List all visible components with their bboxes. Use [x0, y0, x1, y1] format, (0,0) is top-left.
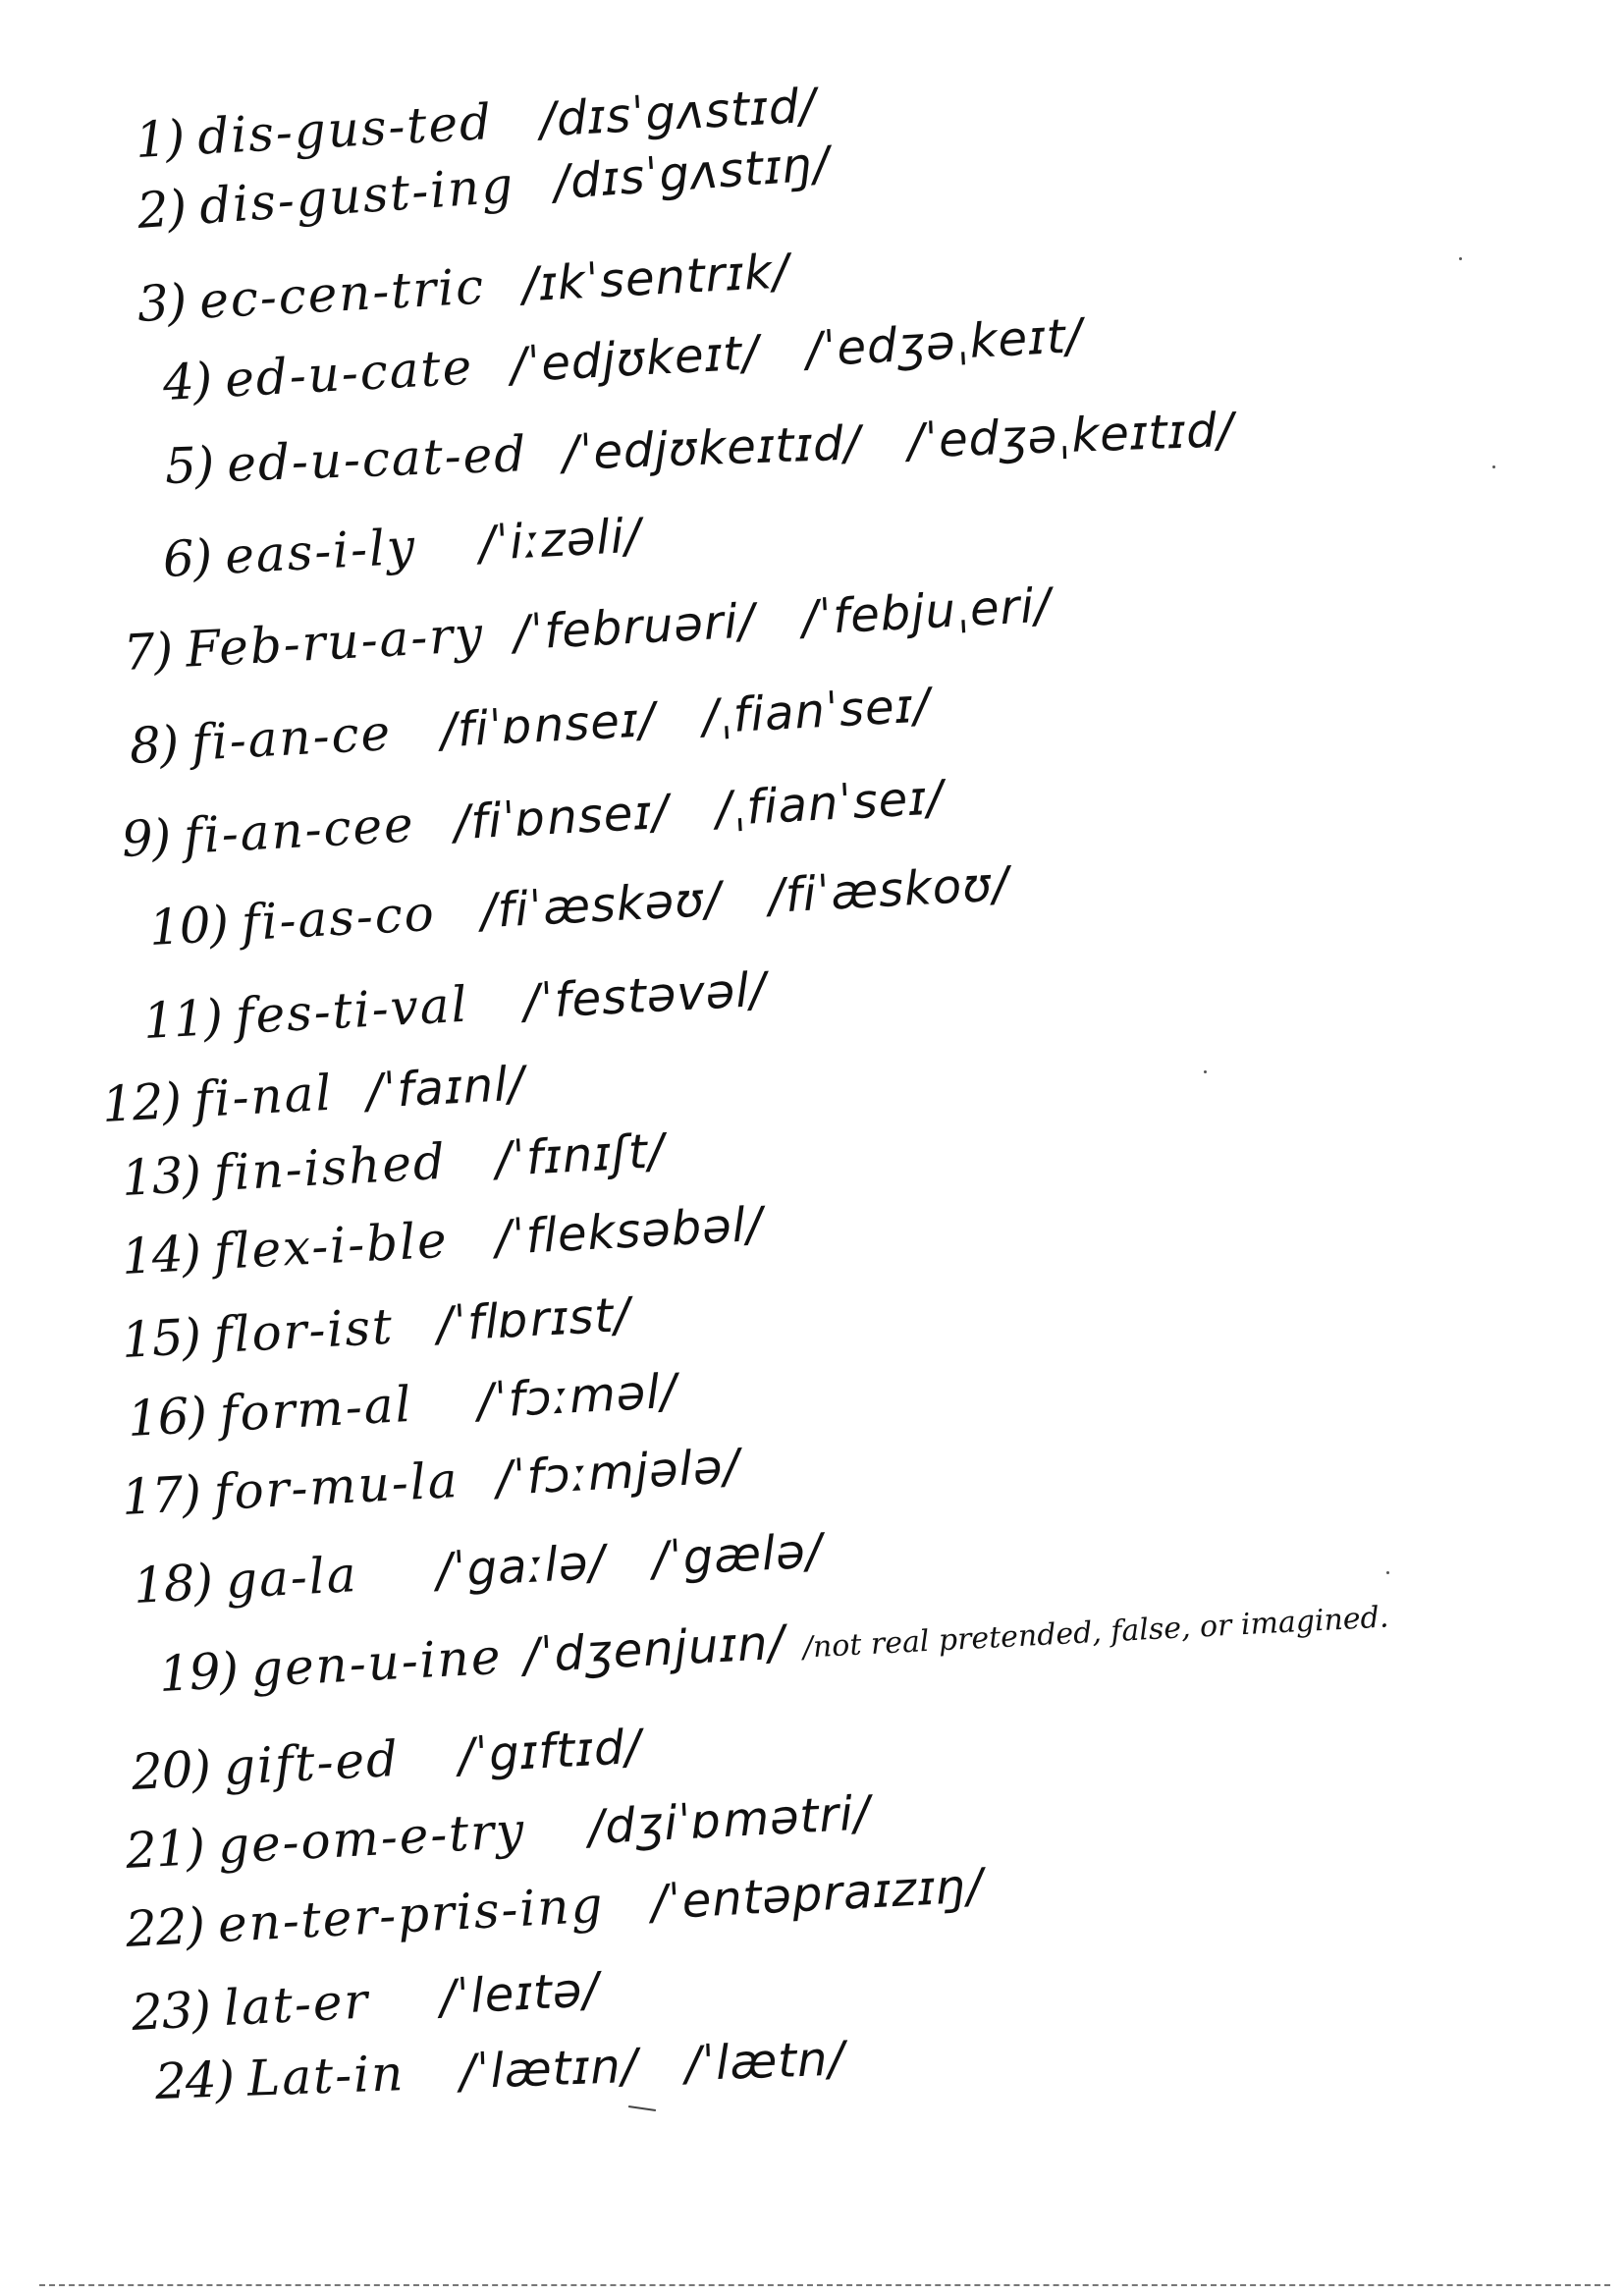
- item-number: 22): [124, 1896, 206, 1958]
- syllabified-word: form-al: [218, 1375, 414, 1444]
- ipa-transcription: /ˈflɒrɪst/: [435, 1286, 632, 1353]
- syllabified-word: gen-u-ine: [249, 1627, 504, 1699]
- list-item: [163, 402, 1235, 495]
- ipa-transcription: /ˈedjʊkeɪtɪd/: [562, 415, 862, 481]
- definition-note: /not real pretended, false, or imagined.: [801, 1600, 1390, 1666]
- ipa-transcription: /ˈgɪftɪd/: [457, 1719, 643, 1784]
- ipa-transcription: /dɪsˈgʌstɪŋ/: [552, 136, 833, 211]
- syllabified-word: fi-an-ce: [189, 704, 394, 772]
- list-item: [100, 1056, 526, 1133]
- ipa-transcription: /ˈdʒenjuɪn/: [521, 1614, 787, 1684]
- item-number: 21): [124, 1818, 206, 1880]
- ipa-transcription: /ˈgælə/: [650, 1523, 825, 1588]
- ipa-transcription: /dɪsˈgʌstɪd/: [538, 78, 818, 148]
- ipa-transcription: /ˈfaɪnl/: [364, 1056, 526, 1120]
- ipa-transcription: /ˈedjʊkeɪt/: [509, 325, 761, 394]
- ipa-transcription: /ˈfɔːmjələ/: [494, 1439, 742, 1506]
- ipa-transcription: /fiˈæskəʊ/: [479, 871, 724, 940]
- item-number: 10): [147, 895, 230, 957]
- item-number: 5): [163, 436, 215, 495]
- item-number: 2): [135, 179, 189, 240]
- ipa-transcription: /ˈfɔːməl/: [475, 1363, 679, 1430]
- ipa-transcription: /ˈgaːlə/: [434, 1534, 607, 1599]
- syllabified-word: ec-cen-tric: [197, 257, 487, 330]
- list-item: [128, 678, 932, 775]
- syllabified-word: fi-an-cee: [182, 795, 416, 865]
- syllabified-word: ge-om-e-try: [216, 1801, 527, 1876]
- list-item: [141, 961, 769, 1050]
- syllabified-word: flor-ist: [212, 1297, 396, 1365]
- list-item: [153, 2031, 846, 2110]
- ipa-transcription: /fiˈɒnseɪ/: [452, 784, 671, 851]
- item-number: 14): [120, 1224, 202, 1285]
- ipa-transcription: /fiˈæskoʊ/: [767, 856, 1011, 924]
- syllabified-word: Lat-in: [246, 2045, 406, 2107]
- list-item: [147, 856, 1011, 957]
- list-item: [161, 508, 643, 588]
- ipa-transcription: /ˈlætn/: [683, 2031, 846, 2093]
- ipa-transcription: /ˌfianˈseɪ/: [714, 770, 946, 838]
- item-number: 3): [135, 273, 188, 333]
- item-number: 18): [132, 1553, 214, 1614]
- ipa-transcription: /ˈfebruəri/: [512, 593, 757, 662]
- syllabified-word: fi-nal: [192, 1064, 335, 1129]
- item-number: 19): [157, 1641, 240, 1703]
- list-item: [120, 1123, 667, 1207]
- ink-speck: [1459, 257, 1462, 260]
- syllabified-word: ga-la: [224, 1546, 359, 1611]
- item-number: 13): [120, 1145, 202, 1207]
- item-number: 20): [130, 1739, 212, 1801]
- ipa-transcription: /ˈiːzəli/: [477, 508, 643, 573]
- syllabified-word: flex-i-ble: [212, 1211, 450, 1282]
- ipa-transcription: /dʒiˈɒmətri/: [586, 1785, 872, 1856]
- syllabified-word: dis-gus-ted: [195, 92, 495, 166]
- item-number: 12): [100, 1071, 183, 1133]
- item-number: 15): [120, 1307, 202, 1369]
- ipa-transcription: /ˈlætɪn/: [459, 2038, 639, 2101]
- list-item: [126, 1363, 679, 1448]
- syllabified-word: en-ter-pris-ing: [216, 1876, 606, 1954]
- ink-speck: [1204, 1070, 1207, 1073]
- ipa-transcription: /ˈleɪtə/: [438, 1962, 601, 2026]
- item-number: 4): [161, 352, 213, 411]
- ipa-transcription: /ˈentəpraɪzɪŋ/: [649, 1858, 986, 1931]
- item-number: 8): [128, 715, 180, 775]
- ipa-transcription: /ˈfleksəbəl/: [493, 1196, 765, 1267]
- ink-speck: [1386, 1571, 1389, 1574]
- syllabified-word: fin-ished: [212, 1132, 449, 1203]
- list-item: [161, 307, 1085, 411]
- list-item: [124, 1785, 872, 1880]
- item-number: 9): [120, 808, 172, 868]
- ipa-transcription: /ˈfɪnɪʃt/: [494, 1123, 667, 1188]
- list-item: [130, 1962, 601, 2042]
- item-number: 16): [126, 1386, 208, 1448]
- list-item: [120, 1196, 765, 1285]
- list-item: [132, 1523, 825, 1614]
- syllabified-word: lat-er: [222, 1972, 371, 2038]
- syllabified-word: dis-gust-ing: [197, 156, 517, 236]
- list-item: [130, 1719, 643, 1801]
- item-number: 7): [122, 622, 174, 682]
- list-item: [124, 1858, 986, 1958]
- ipa-transcription: /ˌfianˈseɪ/: [701, 678, 932, 745]
- ipa-transcription: /fiˈɒnseɪ/: [439, 691, 658, 759]
- syllabified-word: Feb-ru-a-ry: [184, 605, 486, 679]
- list-item: [120, 770, 946, 868]
- syllabified-word: gift-ed: [222, 1729, 402, 1797]
- item-number: 11): [141, 988, 224, 1050]
- syllabified-word: ed-u-cate: [223, 338, 475, 409]
- ink-speck: [1492, 465, 1495, 468]
- ipa-transcription: /ɪkˈsentrɪk/: [520, 244, 791, 313]
- ipa-transcription: /ˈedʒəˌkeɪtɪd/: [906, 402, 1235, 469]
- syllabified-word: ed-u-cat-ed: [226, 425, 529, 493]
- item-number: 24): [153, 2050, 236, 2110]
- syllabified-word: fes-ti-val: [234, 975, 470, 1046]
- list-item: [122, 577, 1054, 682]
- syllabified-word: for-mu-la: [212, 1451, 460, 1522]
- item-number: 23): [130, 1980, 212, 2042]
- item-number: 1): [134, 109, 186, 169]
- item-number: 17): [120, 1464, 202, 1526]
- syllabified-word: fi-as-co: [240, 884, 438, 953]
- list-item: [120, 1286, 632, 1369]
- ipa-transcription: /ˈedʒəˌkeɪt/: [804, 307, 1085, 378]
- ipa-transcription: /ˈfebjuˌeri/: [800, 577, 1054, 646]
- list-item: [135, 244, 791, 333]
- scan-bottom-edge: [39, 2284, 1610, 2286]
- syllabified-word: eas-i-ly: [223, 518, 418, 585]
- item-number: 6): [161, 528, 213, 588]
- list-item: [120, 1439, 742, 1526]
- ipa-transcription: /ˈfestəvəl/: [521, 961, 769, 1030]
